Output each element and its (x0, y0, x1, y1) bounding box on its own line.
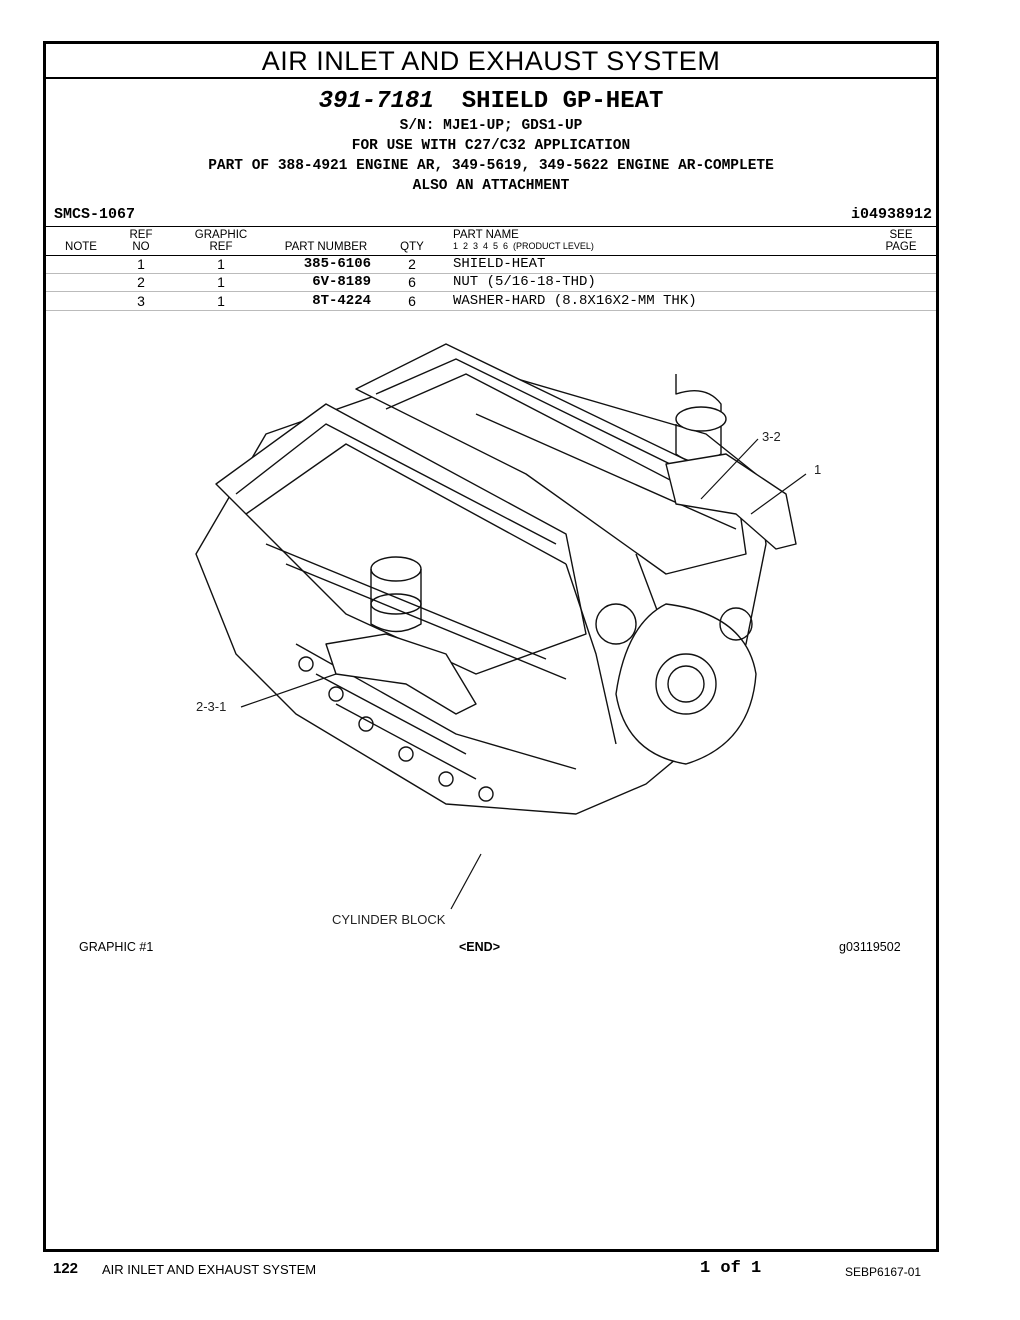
header-page-label: PAGE (885, 241, 917, 253)
row-ref-no: 2 (137, 274, 145, 290)
header-graphic-label: GRAPHIC (194, 229, 248, 241)
row-divider (46, 291, 936, 292)
header-see-label: SEE (889, 229, 913, 241)
row-divider (46, 310, 936, 311)
header-ref-no (116, 229, 166, 253)
footer-page-number: 122 (53, 1260, 79, 1277)
row-qty: 6 (408, 293, 416, 309)
callout-3-2: 3-2 (762, 429, 781, 444)
smcs-code: SMCS-1067 (54, 206, 136, 223)
header-part-name: PART NAME (453, 229, 519, 241)
header-graphic-ref-label: REF (209, 241, 233, 253)
end-marker: <END> (459, 940, 500, 954)
header-ref-label: REF (129, 229, 153, 241)
row-ref-no: 1 (137, 256, 145, 272)
row-part-number: 385-6106 (303, 256, 371, 272)
row-graphic-ref: 1 (217, 293, 225, 309)
footer-doc-id: SEBP6167-01 (845, 1265, 922, 1279)
application-line: FOR USE WITH C27/C32 APPLICATION (351, 138, 631, 154)
illustration-id: i04938912 (850, 206, 932, 223)
row-part-name: WASHER-HARD (8.8X16X2-MM THK) (453, 293, 697, 309)
header-part-number: PART NUMBER (284, 241, 368, 253)
row-graphic-ref: 1 (217, 274, 225, 290)
row-ref-no: 3 (137, 293, 145, 309)
part-title (46, 88, 936, 115)
part-number-title: 391-7181 (318, 88, 434, 115)
graphic-number-label: GRAPHIC #1 (79, 940, 154, 954)
header-graphic-ref (186, 229, 256, 253)
header-no-label: NO (132, 241, 150, 253)
header-note: NOTE (65, 241, 97, 253)
footer-section: AIR INLET AND EXHAUST SYSTEM (102, 1262, 317, 1277)
graphic-id: g03119502 (839, 940, 901, 954)
callout-cylinder-block: CYLINDER BLOCK (332, 912, 446, 927)
header-qty: QTY (400, 241, 424, 253)
row-qty: 6 (408, 274, 416, 290)
table-top-rule (46, 226, 936, 227)
row-part-name: NUT (5/16-18-THD) (453, 274, 596, 290)
engine-illustration (146, 314, 846, 927)
attachment-line: ALSO AN ATTACHMENT (412, 178, 570, 194)
header-product-level: 1 2 3 4 5 6 (PRODUCT LEVEL) (453, 241, 594, 251)
row-part-number: 8T-4224 (312, 293, 371, 309)
header-see-page (876, 229, 926, 253)
section-title: AIR INLET AND EXHAUST SYSTEM (46, 44, 936, 79)
serial-number-line: S/N: MJE1-UP; GDS1-UP (399, 118, 583, 134)
row-qty: 2 (408, 256, 416, 272)
callout-1: 1 (814, 462, 822, 477)
row-part-number: 6V-8189 (312, 274, 371, 290)
row-part-name: SHIELD-HEAT (453, 256, 546, 272)
part-of-line: PART OF 388-4921 ENGINE AR, 349-5619, 349-5622 ENGINE AR-COMPLETE (208, 158, 774, 174)
callout-2-3-1: 2-3-1 (196, 699, 227, 714)
footer-page-of: 1 of 1 (700, 1259, 762, 1278)
row-graphic-ref: 1 (217, 256, 225, 272)
page-frame (43, 41, 939, 1252)
part-name-title: SHIELD GP-HEAT (461, 88, 664, 115)
